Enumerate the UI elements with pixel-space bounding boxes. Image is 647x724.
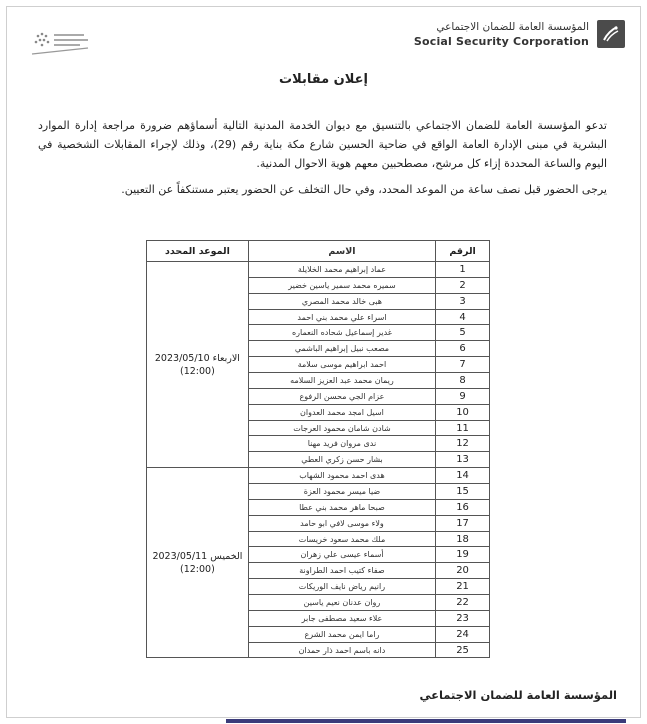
- row-number: 10: [436, 404, 490, 420]
- row-number: 9: [436, 388, 490, 404]
- row-number: 18: [436, 531, 490, 547]
- row-number: 11: [436, 420, 490, 436]
- row-number: 8: [436, 373, 490, 389]
- group-time: (12:00): [179, 563, 215, 575]
- org-brand: [414, 20, 625, 48]
- row-number: 4: [436, 309, 490, 325]
- row-name: غدير إسماعيل شحاده النعماره: [248, 325, 435, 341]
- row-name: هبى خالد محمد المصري: [248, 293, 435, 309]
- row-name: سميره محمد سمير ياسين خضير: [248, 277, 435, 293]
- group-date-cell: [147, 468, 249, 658]
- row-number: 21: [436, 579, 490, 595]
- group-day: الاربعاء 2023/05/10: [154, 352, 240, 364]
- row-number: 24: [436, 626, 490, 642]
- row-number: 12: [436, 436, 490, 452]
- group-day: الخميس 2023/05/11: [152, 550, 243, 562]
- interviews-table: [146, 240, 490, 658]
- footer-signature: المؤسسة العامة للضمان الاجتماعي: [419, 688, 617, 702]
- row-number: 17: [436, 515, 490, 531]
- row-number: 20: [436, 563, 490, 579]
- announcement-paragraph-2: يرجى الحضور قبل نصف ساعة من الموعد المحدد، وفي حال التخلف عن الحضور يعتبر مستنكفاً عن التعيين.: [121, 182, 607, 196]
- row-name: صبحا ماهر محمد بني عطا: [248, 499, 435, 515]
- row-name: دانه باسم احمد ذار حمدان: [248, 642, 435, 658]
- row-number: 16: [436, 499, 490, 515]
- row-name: صفاء كتيب احمد الطراونة: [248, 563, 435, 579]
- row-number: 3: [436, 293, 490, 309]
- org-name-block: [414, 21, 589, 48]
- row-number: 2: [436, 277, 490, 293]
- row-name: بشار حسن زكري العطي: [248, 452, 435, 468]
- row-name: روان عدنان نعيم ياسين: [248, 595, 435, 611]
- row-name: علاء سعيد مصطفى جابر: [248, 610, 435, 626]
- row-name: عزام الجي محسن الرفوع: [248, 388, 435, 404]
- row-name: ريمان محمد عبد العزيز السلامه: [248, 373, 435, 389]
- page-title: إعلان مقابلات: [279, 72, 368, 87]
- table-row: [147, 262, 490, 278]
- row-name: اسيل امجد محمد العدوان: [248, 404, 435, 420]
- row-name: اسراء علي محمد بني احمد: [248, 309, 435, 325]
- header-date: الموعد المحدد: [147, 241, 249, 262]
- table-header-row: [147, 241, 490, 262]
- group-date-cell: [147, 262, 249, 468]
- ministry-seal-icon: [28, 26, 92, 60]
- row-number: 19: [436, 547, 490, 563]
- row-number: 1: [436, 262, 490, 278]
- row-number: 22: [436, 595, 490, 611]
- row-number: 25: [436, 642, 490, 658]
- row-number: 13: [436, 452, 490, 468]
- row-name: ضيا ميسر محمود العزة: [248, 484, 435, 500]
- ssc-logo-icon: [597, 20, 625, 48]
- row-number: 14: [436, 468, 490, 484]
- row-name: عماد إبراهيم محمد الخلايلة: [248, 262, 435, 278]
- row-name: هدى احمد محمود الشهاب: [248, 468, 435, 484]
- row-name: ملك محمد سعود خريسات: [248, 531, 435, 547]
- row-name: احمد ابراهيم موسى سلامة: [248, 357, 435, 373]
- row-name: أسماء عيسى علي زهران: [248, 547, 435, 563]
- header-number: الرقم: [436, 241, 490, 262]
- header-name: الاسم: [248, 241, 435, 262]
- table-row: [147, 468, 490, 484]
- org-name-ar: المؤسسة العامة للضمان الاجتماعي: [436, 20, 589, 33]
- row-name: شادن شامان محمود العرجات: [248, 420, 435, 436]
- row-name: رانيم رياض نايف الوريكات: [248, 579, 435, 595]
- row-name: ولاء موسى لافي ابو حامد: [248, 515, 435, 531]
- row-name: ندى مروان فريد مهنا: [248, 436, 435, 452]
- group-time: (12:00): [179, 365, 215, 377]
- bottom-accent-bar: [226, 719, 626, 723]
- row-number: 15: [436, 484, 490, 500]
- org-name-en: Social Security Corporation: [413, 34, 589, 48]
- row-number: 23: [436, 610, 490, 626]
- announcement-body: [38, 116, 607, 199]
- row-name: راما ايمن محمد الشرع: [248, 626, 435, 642]
- row-number: 7: [436, 357, 490, 373]
- announcement-paragraph-1: تدعو المؤسسة العامة للضمان الاجتماعي بالتنسيق مع ديوان الخدمة المدنية التالية أسماؤهم ضرورة مراجعة إدارة الموارد البشرية في مبنى الإدارة العامة الواقع في ضاحية الحسين شارع مكة بناية رقم (29)، وذلك لإجراء المقابلات الشخصية في اليوم والساعة المحددة إزاء كل مرشح، مصطحبين معهم هوية الاحوال المدنية.: [38, 119, 607, 171]
- row-name: مصعب نبيل إبراهيم الباشمي: [248, 341, 435, 357]
- row-number: 6: [436, 341, 490, 357]
- row-number: 5: [436, 325, 490, 341]
